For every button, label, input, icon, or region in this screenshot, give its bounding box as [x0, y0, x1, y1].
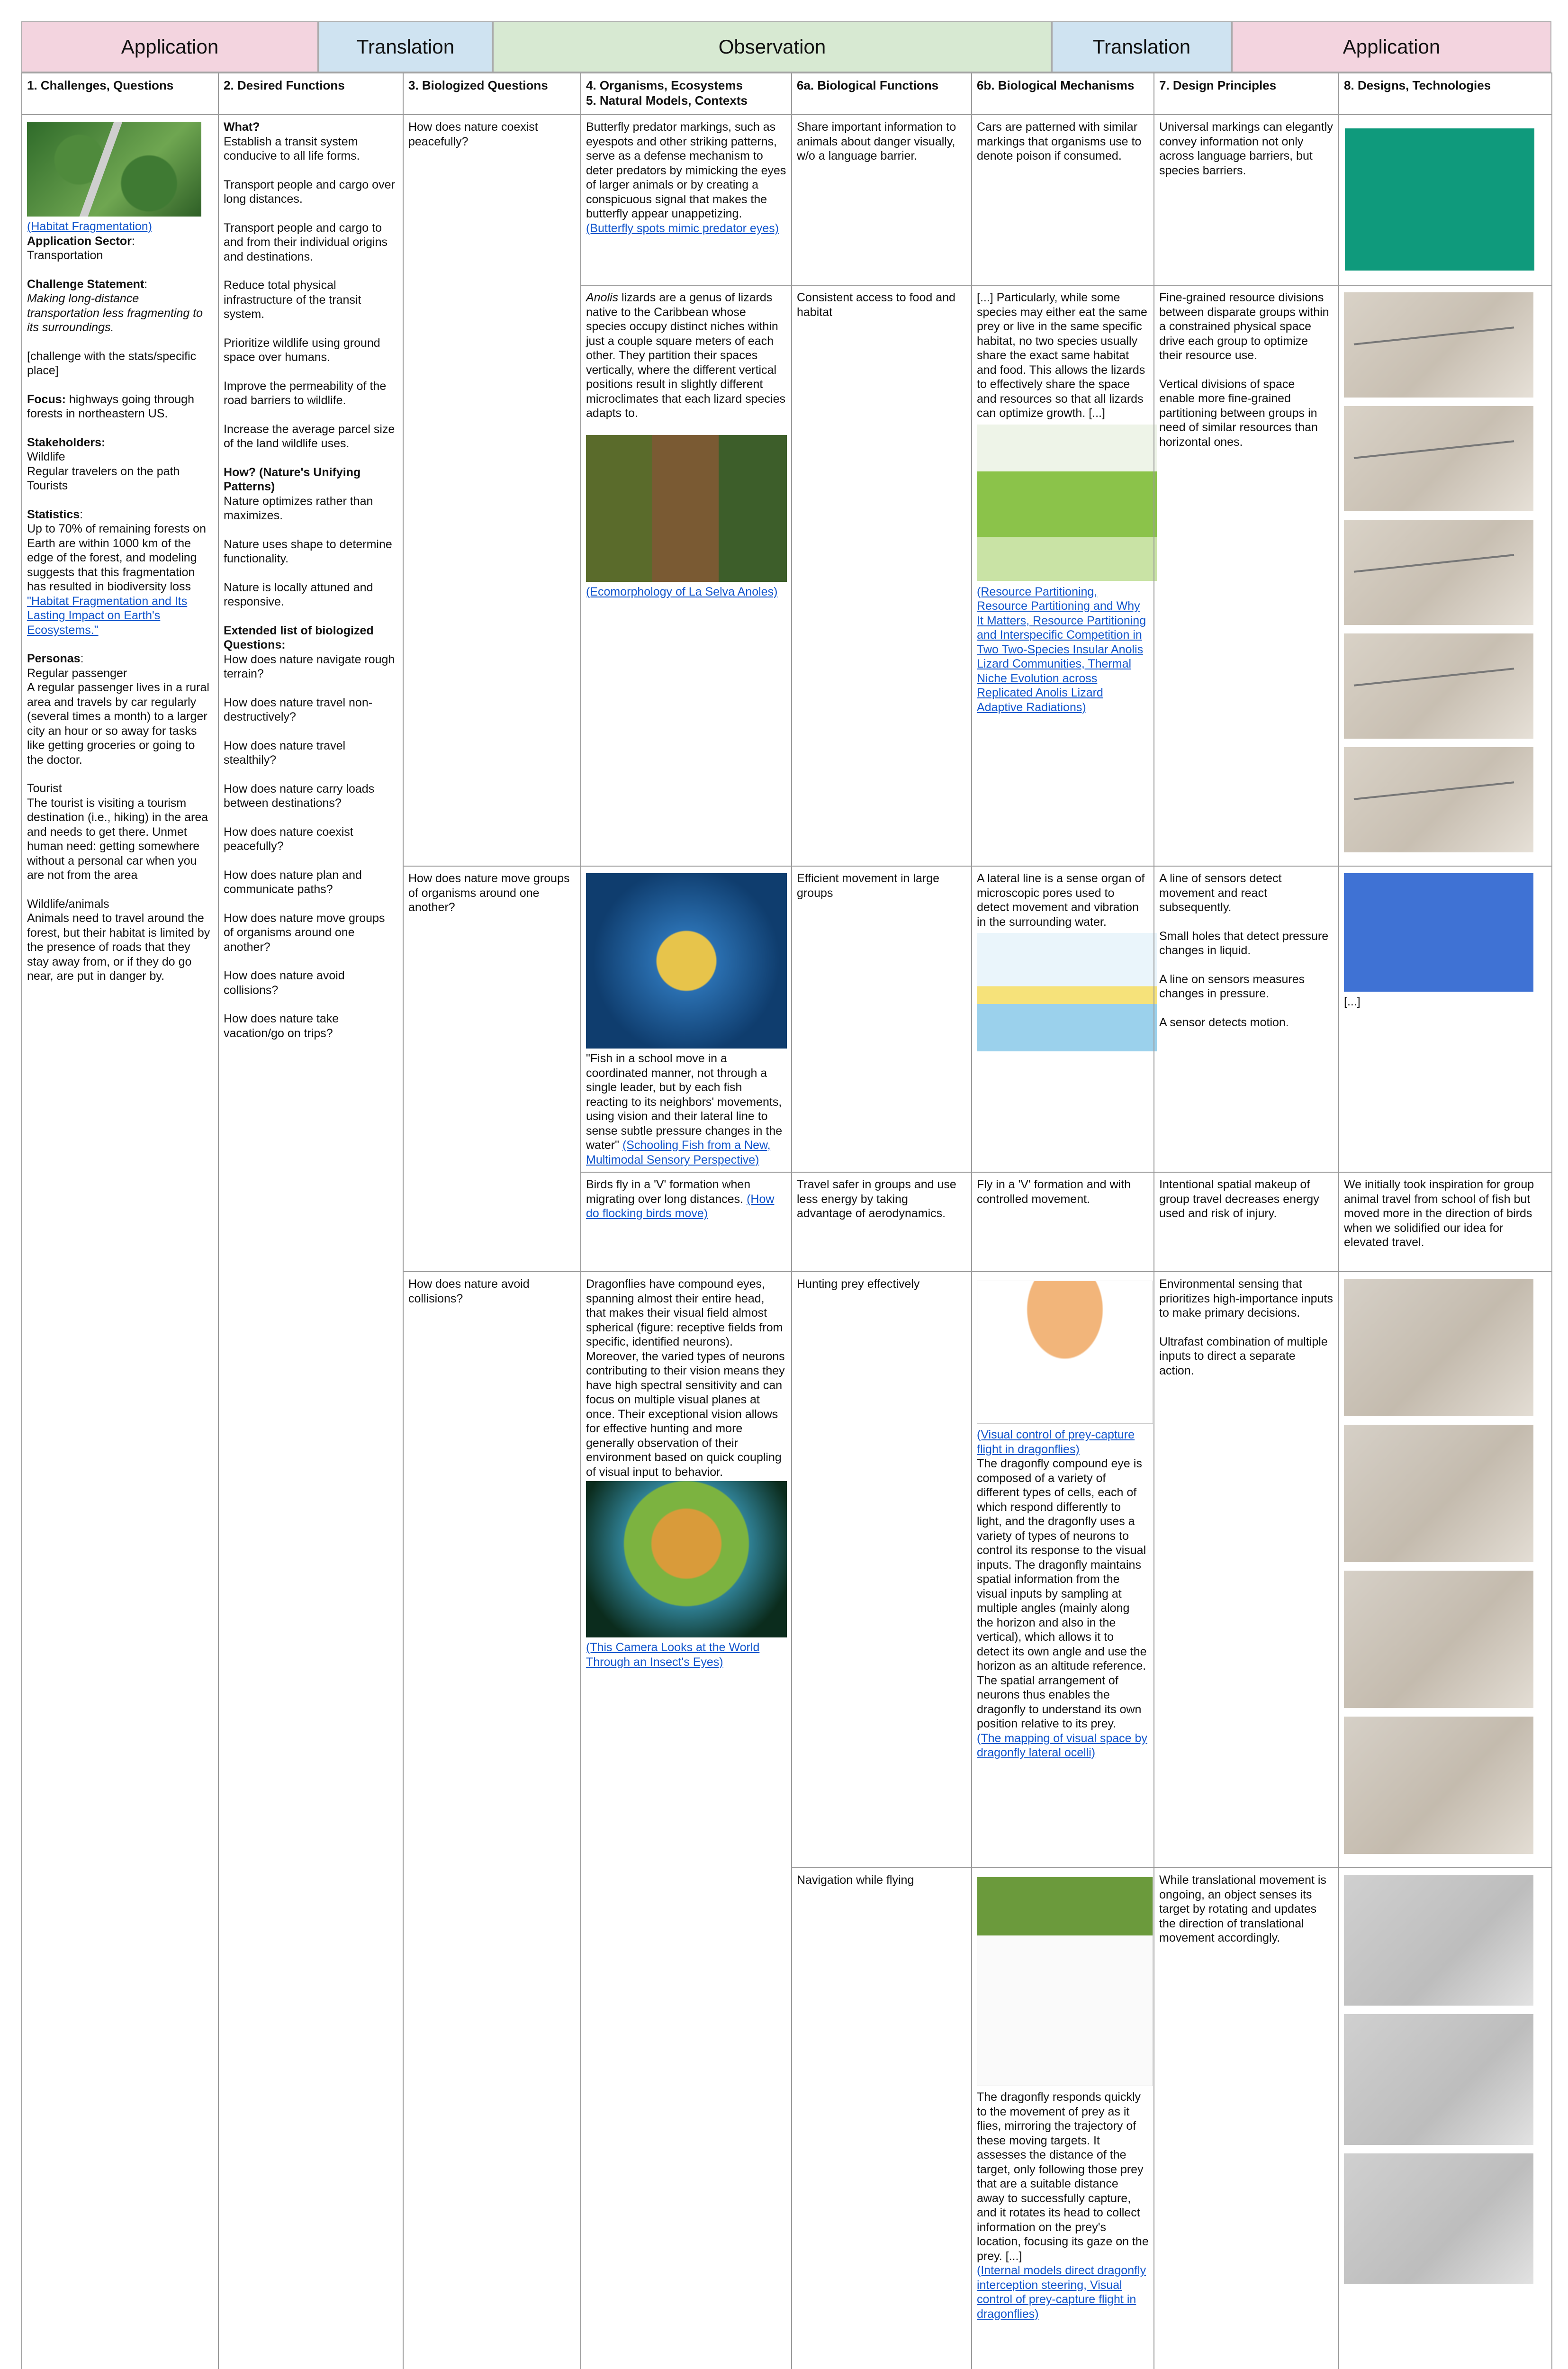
mechanism-resource-partitioning: [...] Particularly, while some species may either eat the same prey or live in the same specific habitat, no two species usually share the exact same habitat and food. This allows the lizards to effectively share the space and resources so that all lizards can optimize growth. [...] (Resource Partitioning, Resource Partitioning and Why It Matters, Resource Partitioning and Interspecific Competition in Two Two-Species Insular Anolis Lizard Communities, Thermal Niche Evolution across Replicated Anolis Lizard Adaptive Radiations) — [972, 285, 1154, 866]
design-sketches-anolis — [1339, 285, 1552, 866]
resource-partitioning-links[interactable]: (Resource Partitioning, Resource Partitioning and Why It Matters, Resource Partitioning and Interspecific Competition in Two Two-Species Insular Anolis Lizard Communities, Thermal Niche Evolution across Replicated Anolis Lizard Adaptive Radiations) — [977, 585, 1146, 714]
lateral-line-diagram — [977, 933, 1157, 1051]
sketch-6 — [1344, 1279, 1533, 1416]
ocelli-link[interactable]: (The mapping of visual space by dragonfly lateral ocelli) — [977, 1731, 1147, 1759]
sketch-4 — [1344, 633, 1533, 739]
organism-butterfly: Butterfly predator markings, such as eyespots and other striking patterns, serve as a defense mechanism to deter predators by mimicking the eyes of larger animals or by creating a conspicuous signal that makes the butterfly appear unappetizing. (Butterfly spots mimic predator eyes) — [581, 115, 792, 285]
band-translation-left: Translation — [318, 21, 493, 72]
schooling-fish-link[interactable]: (Schooling Fish from a New, Multimodal Sensory Perspective) — [586, 1139, 771, 1166]
mechanism-markings: Cars are patterned with similar markings that organisms use to denote poison if consumed. — [972, 115, 1154, 285]
band-observation: Observation — [493, 21, 1052, 72]
teal-color-block — [1345, 128, 1534, 271]
forest-road-image — [27, 122, 201, 217]
mechanism-compound-eye: (Visual control of prey-capture flight in dragonflies) The dragonfly compound eye is composed of a variety of different types of cells, each of which respond differently to light, and the dragonfly uses a variety of types of neurons to control its response to the visual inputs. The dragonfly maintains spatial information from the visual inputs by sampling at multiple angles (mainly along the horizon and also in the vertical), which allows it to detect its own angle and use the horizon as an altitude reference. The spatial arrangement of neurons thus enables the dragonfly to understand its own position relative to its prey. (The mapping of visual space by dragonfly lateral ocelli) — [972, 1272, 1154, 1868]
prey-capture-link[interactable]: (Visual control of prey-capture flight in dragonflies) — [977, 1428, 1135, 1456]
design-sketches-navigation — [1339, 1868, 1552, 2369]
principle-sensor-line: A line of sensors detect movement and react subsequently. Small holes that detect pressure changes in liquid. A line on sensors measures changes in pressure. A sensor detects motion. — [1154, 866, 1339, 1172]
function-navigation: Navigation while flying — [792, 1868, 972, 2369]
fish-school-image — [586, 873, 787, 1049]
design-sketches-hunting — [1339, 1272, 1552, 1868]
col-header-challenges: 1. Challenges, Questions — [22, 73, 218, 115]
row-coexist — [22, 115, 1552, 285]
organism-dragonfly: Dragonflies have compound eyes, spanning almost their entire head, that makes their visual field almost spherical (figure: receptive fields from specific, identified neurons). Moreover, the varied types of neurons contributing to their vision means they have high spectral sensitivity and can focus on multiple visual planes at once. Their exceptional vision allows for effective hunting and more generally observation of their environment based on quick coupling of visual input to behavior. (This Camera Looks at the World Through an Insect's Eyes) — [581, 1272, 792, 2369]
design-teal-block — [1339, 115, 1552, 285]
principle-translational-movement: While translational movement is ongoing, an object senses its target by rotating and updates the direction of translational movement accordingly. — [1154, 1868, 1339, 2369]
principle-markings: Universal markings can elegantly convey information not only across language barriers, but species barriers. — [1154, 115, 1339, 285]
principle-spatial-makeup: Intentional spatial makeup of group travel decreases energy used and risk of injury. — [1154, 1172, 1339, 1272]
ecomorphology-link[interactable]: (Ecomorphology of La Selva Anoles) — [586, 585, 778, 598]
col-header-designs: 8. Designs, Technologies — [1339, 73, 1552, 115]
sketch-1 — [1344, 292, 1533, 398]
question-avoid-collisions: How does nature avoid collisions? — [403, 1272, 581, 2369]
sketch-3 — [1344, 520, 1533, 625]
principle-resource-division: Fine-grained resource divisions between disparate groups within a constrained physical space drive each group to optimize their resource use. Vertical divisions of space enable more fine-grained partitioning between groups in need of similar resources than horizontal ones. — [1154, 285, 1339, 866]
function-hunting: Hunting prey effectively — [792, 1272, 972, 1868]
col-header-biologized-questions: 3. Biologized Questions — [403, 73, 581, 115]
mechanism-flight-tracking: The dragonfly responds quickly to the movement of prey as it flies, mirroring the trajectory of these moving targets. It assesses the distance of the target, only following those prey that are a suitable distance away to successfully capture, and it rotates its head to collect information on the prey's location, focusing its gaze on the prey. [...] (Internal models direct dragonfly interception steering, Visual control of prey-capture flight in dragonflies) — [972, 1868, 1154, 2369]
worksheet-table — [21, 72, 1552, 2369]
challenges-cell: (Habitat Fragmentation) Application Sector: Transportation Challenge Statement: Making long-distance transportation less fragmenting to its surroundings. [challenge with the stats/specific place] Focus: highways going through forests in northeastern US. Stakeholders: Wildlife Regular travelers on the path Tourists Statistics: Up to 70% of remaining forests on Earth are within 1000 km of the edge of the forest, and modeling suggests that this fragmentation has resulted in biodiversity loss "Habitat Fragmentation and Its Lasting Impact on Earth's Ecosystems." Personas: Regular passenger A regular passenger lives in a rural area and travels by car regularly (several times a month) to a larger city an hour or so away for tasks like getting groceries or going to the doctor. Tourist The tourist is visiting a tourism destination (i.e., hiking) in the area and needs to get there. Unmet human need: getting somewhere without a personal car when you are not from the area Wildlife/animals Animals need to travel around the forest, but their habitat is limited by the presence of roads that they stay away from, or if they do go near, are put in danger by. — [22, 115, 218, 2369]
organism-fish: "Fish in a school move in a coordinated manner, not through a single leader, but by each fish reacting to its neighbors' movements, using vision and their lateral line to sense subtle pressure changes in the water" (Schooling Fish from a New, Multimodal Sensory Perspective) — [581, 866, 792, 1172]
col-header-design-principles: 7. Design Principles — [1154, 73, 1339, 115]
function-travel-safer: Travel safer in groups and use less energy by taking advantage of aerodynamics. — [792, 1172, 972, 1272]
anolis-niche-diagram — [977, 425, 1157, 581]
mechanism-lateral-line: A lateral line is a sense organ of microscopic pores used to detect movement and vibration in the surrounding water. — [972, 866, 1154, 1172]
statistics-link[interactable]: "Habitat Fragmentation and Its Lasting Impact on Earth's Ecosystems." — [27, 594, 188, 637]
organism-anolis: Anolis lizards are a genus of lizards native to the Caribbean whose species occupy distinct niches within just a couple square meters of each other. They partition their spaces vertically, where the different vertical positions result in slightly different microclimates that each lizard species adapts to. (Ecomorphology of La Selva Anoles) — [581, 285, 792, 866]
insect-camera-link[interactable]: (This Camera Looks at the World Through an Insect's Eyes) — [586, 1641, 760, 1669]
sketch-10 — [1344, 1875, 1533, 2006]
sketch-11 — [1344, 2014, 1533, 2145]
dragonfly-flight-figure — [977, 1877, 1153, 2086]
question-coexist: How does nature coexist peacefully? — [403, 115, 581, 866]
design-elevated-travel: We initially took inspiration for group animal travel from school of fish but moved more in the direction of birds when we solidified our idea for elevated travel. — [1339, 1172, 1552, 1272]
band-application-left: Application — [21, 21, 318, 72]
statistics-text: Up to 70% of remaining forests on Earth are within 1000 km of the edge of the forest, and modeling suggests that this fragmentation has resulted in biodiversity loss "Habitat Fragmentation and Its Lasting Impact on Earth's Ecosystems." — [27, 522, 206, 637]
col-header-bio-mechanisms: 6b. Biological Mechanisms — [972, 73, 1154, 115]
challenge-statement: Making long-distance transportation less fragmenting to its surroundings. — [27, 292, 203, 334]
challenge-note: [challenge with the stats/specific place] — [27, 349, 197, 377]
anolis-lizards-image — [586, 435, 787, 582]
blue-sensor-sketch — [1344, 873, 1533, 992]
band-translation-right: Translation — [1052, 21, 1232, 72]
sketch-8 — [1344, 1571, 1533, 1708]
sketch-5 — [1344, 747, 1533, 852]
dragonfly-eye-image — [586, 1481, 787, 1637]
organism-birds: Birds fly in a 'V' formation when migrating over long distances. (How do flocking birds move) — [581, 1172, 792, 1272]
function-food-habitat: Consistent access to food and habitat — [792, 285, 972, 866]
sketch-7 — [1344, 1425, 1533, 1562]
band-application-right: Application — [1232, 21, 1551, 72]
sketch-12 — [1344, 2153, 1533, 2284]
desired-functions-cell: What? Establish a transit system conducive to all life forms. Transport people and cargo over long distances. Transport people and cargo to and from their individual origins and destinations. Reduce total physical infrastructure of the transit system. Prioritize wildlife using ground space over humans. Improve the permeability of the road barriers to wildlife. Increase the average parcel size of the land wildlife uses. How? (Nature's Unifying Patterns) Nature optimizes rather than maximizes. Nature uses shape to determine functionality. Nature is locally attuned and responsive. Extended list of biologized Questions: How does nature navigate rough terrain? How does nature travel non-destructively? How does nature travel stealthily? How does nature carry loads between destinations? How does nature coexist peacefully? How does nature plan and communicate paths? How does nature move groups of organisms around one another? How does nature avoid collisions? How does nature take vacation/go on trips? — [218, 115, 403, 2369]
sketch-2 — [1344, 406, 1533, 511]
sketch-9 — [1344, 1717, 1533, 1854]
mechanism-v-formation: Fly in a 'V' formation and with controlled movement. — [972, 1172, 1154, 1272]
function-group-movement: Efficient movement in large groups — [792, 866, 972, 1172]
col-header-bio-functions: 6a. Biological Functions — [792, 73, 972, 115]
col-header-desired-functions: 2. Desired Functions — [218, 73, 403, 115]
receptive-field-figure — [977, 1281, 1153, 1424]
principle-environmental-sensing: Environmental sensing that prioritizes high-importance inputs to make primary decisions. Ultrafast combination of multiple inputs to direct a separate action. — [1154, 1272, 1339, 1868]
column-header-row — [22, 73, 1552, 115]
interception-steering-links[interactable]: (Internal models direct dragonfly interception steering, Visual control of prey-capture flight in dragonflies) — [977, 2264, 1146, 2321]
butterfly-link[interactable]: (Butterfly spots mimic predator eyes) — [586, 221, 779, 235]
function-share-info: Share important information to animals about danger visually, w/o a language barrier. — [792, 115, 972, 285]
phase-band — [21, 21, 1551, 72]
habitat-fragmentation-link[interactable]: (Habitat Fragmentation) — [27, 220, 153, 233]
biomimicry-design-table — [21, 21, 1551, 2369]
question-move-groups: How does nature move groups of organisms around one another? — [403, 866, 581, 1272]
flocking-birds-link[interactable]: (How do flocking birds move) — [586, 1192, 775, 1220]
col-header-organisms: 4. Organisms, Ecosystems 5. Natural Models, Contexts — [581, 73, 792, 115]
design-sensor-sketch: [...] — [1339, 866, 1552, 1172]
